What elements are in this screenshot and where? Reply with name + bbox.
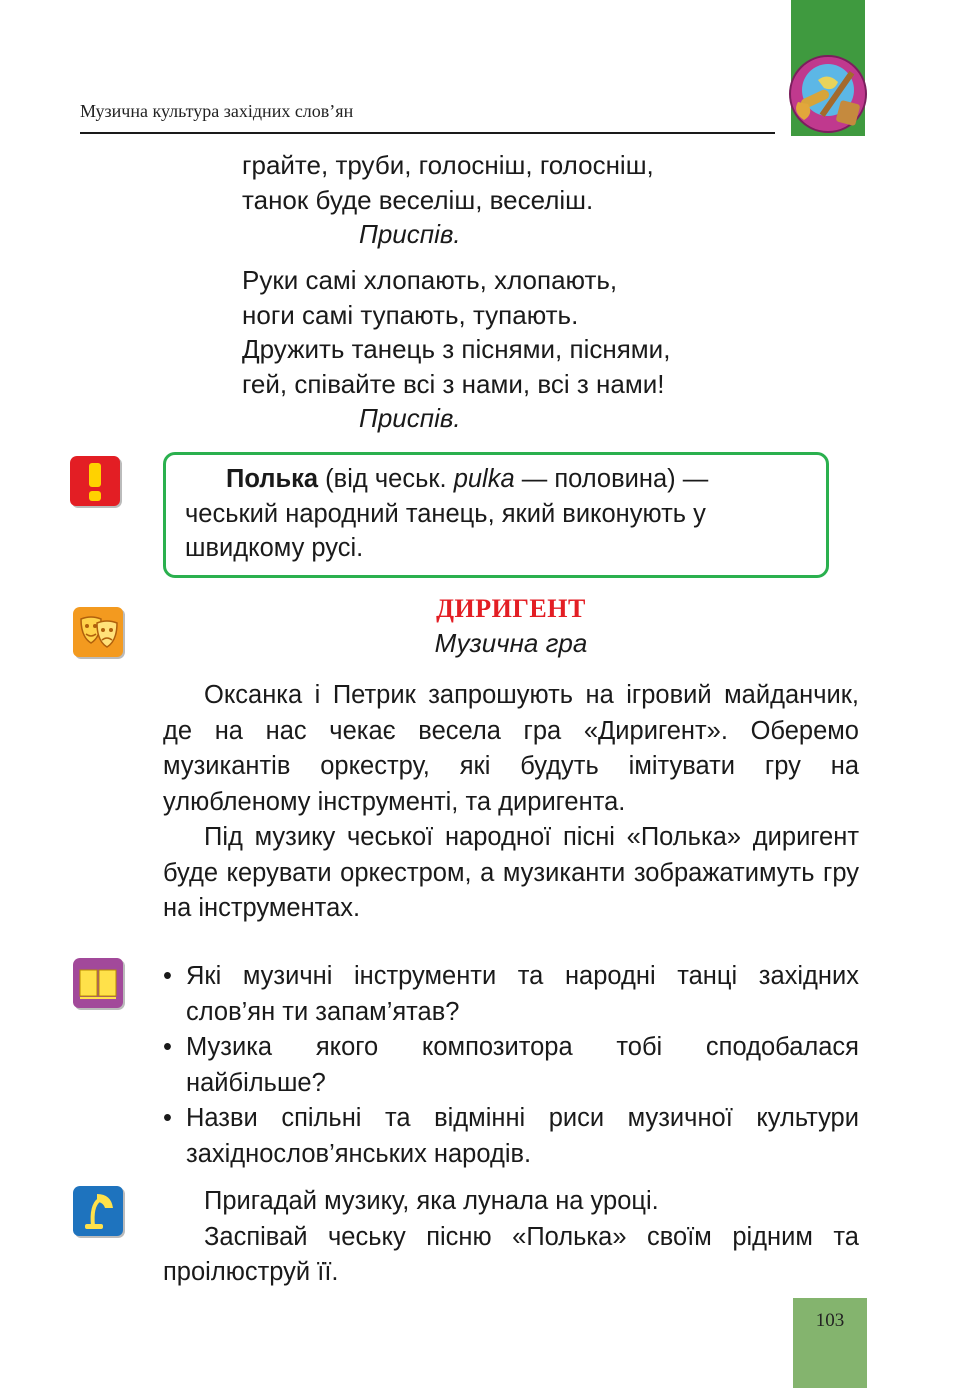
definition-term: Полька — [226, 465, 319, 493]
verse-top — [242, 148, 654, 252]
verse-line: Руки самі хлопають, хлопають, — [242, 265, 618, 295]
verse-line: грайте, труби, голосніш, голосніш, — [242, 150, 654, 180]
verse-line: танок буде веселіш, веселіш. — [242, 184, 594, 215]
refrain-label: Приспів. — [359, 403, 461, 433]
running-header: Музична культура західних слов’ян — [80, 101, 354, 121]
question-list — [163, 959, 859, 1172]
game-description — [163, 678, 859, 927]
verse-bottom — [242, 263, 670, 436]
definition-text: Полька (від чеськ. pulka — половина) — чеський народний танець, який виконують у швидкому русі. — [185, 465, 709, 562]
lamp-icon — [73, 1186, 125, 1238]
book-icon — [73, 958, 125, 1010]
instruments-emblem-icon — [778, 50, 874, 140]
paragraph: Заспівай чеську пісню «Полька» своїм рідним та проілюструй її. — [163, 1222, 859, 1286]
list-item: • Музика якого композитора тобі сподобалася найбільше? — [163, 1033, 859, 1097]
paragraph: Оксанка і Петрик запрошують на ігровий майданчик, де на нас чекає весела гра «Диригент». Оберемо музикантів оркестру, які будуть імітувати гру на улюбленому інструменті, та диригента. — [163, 681, 859, 816]
list-item: • Назви спільні та відмінні риси музичної культури західнослов’янських народів. — [163, 1104, 859, 1168]
homework — [163, 1184, 859, 1291]
header-rule — [80, 132, 775, 134]
theater-masks-icon — [73, 607, 125, 659]
verse-line: гей, співайте всі з нами, всі з нами! — [242, 368, 665, 399]
verse-line: ноги самі тупають, тупають. — [242, 299, 579, 330]
foreign-word: pulka — [453, 465, 515, 493]
list-item: • Які музичні інструменти та народні танці західних слов’ян ти запам’ятав? — [163, 962, 859, 1026]
paragraph: Під музику чеської народної пісні «Полька» диригент буде керувати оркестром, а музиканти зображатимуть гру на інструментах. — [163, 823, 859, 922]
paragraph: Пригадай музику, яка лунала на уроці. — [204, 1187, 659, 1215]
refrain-label: Приспів. — [359, 219, 461, 249]
exclamation-icon — [70, 456, 122, 508]
section-subtitle: Музична гра — [434, 628, 588, 658]
verse-line: Дружить танець з піснями, піснями, — [242, 334, 671, 364]
page-number: 103 — [815, 1310, 845, 1331]
section-title: ДИРИГЕНТ — [436, 594, 586, 623]
